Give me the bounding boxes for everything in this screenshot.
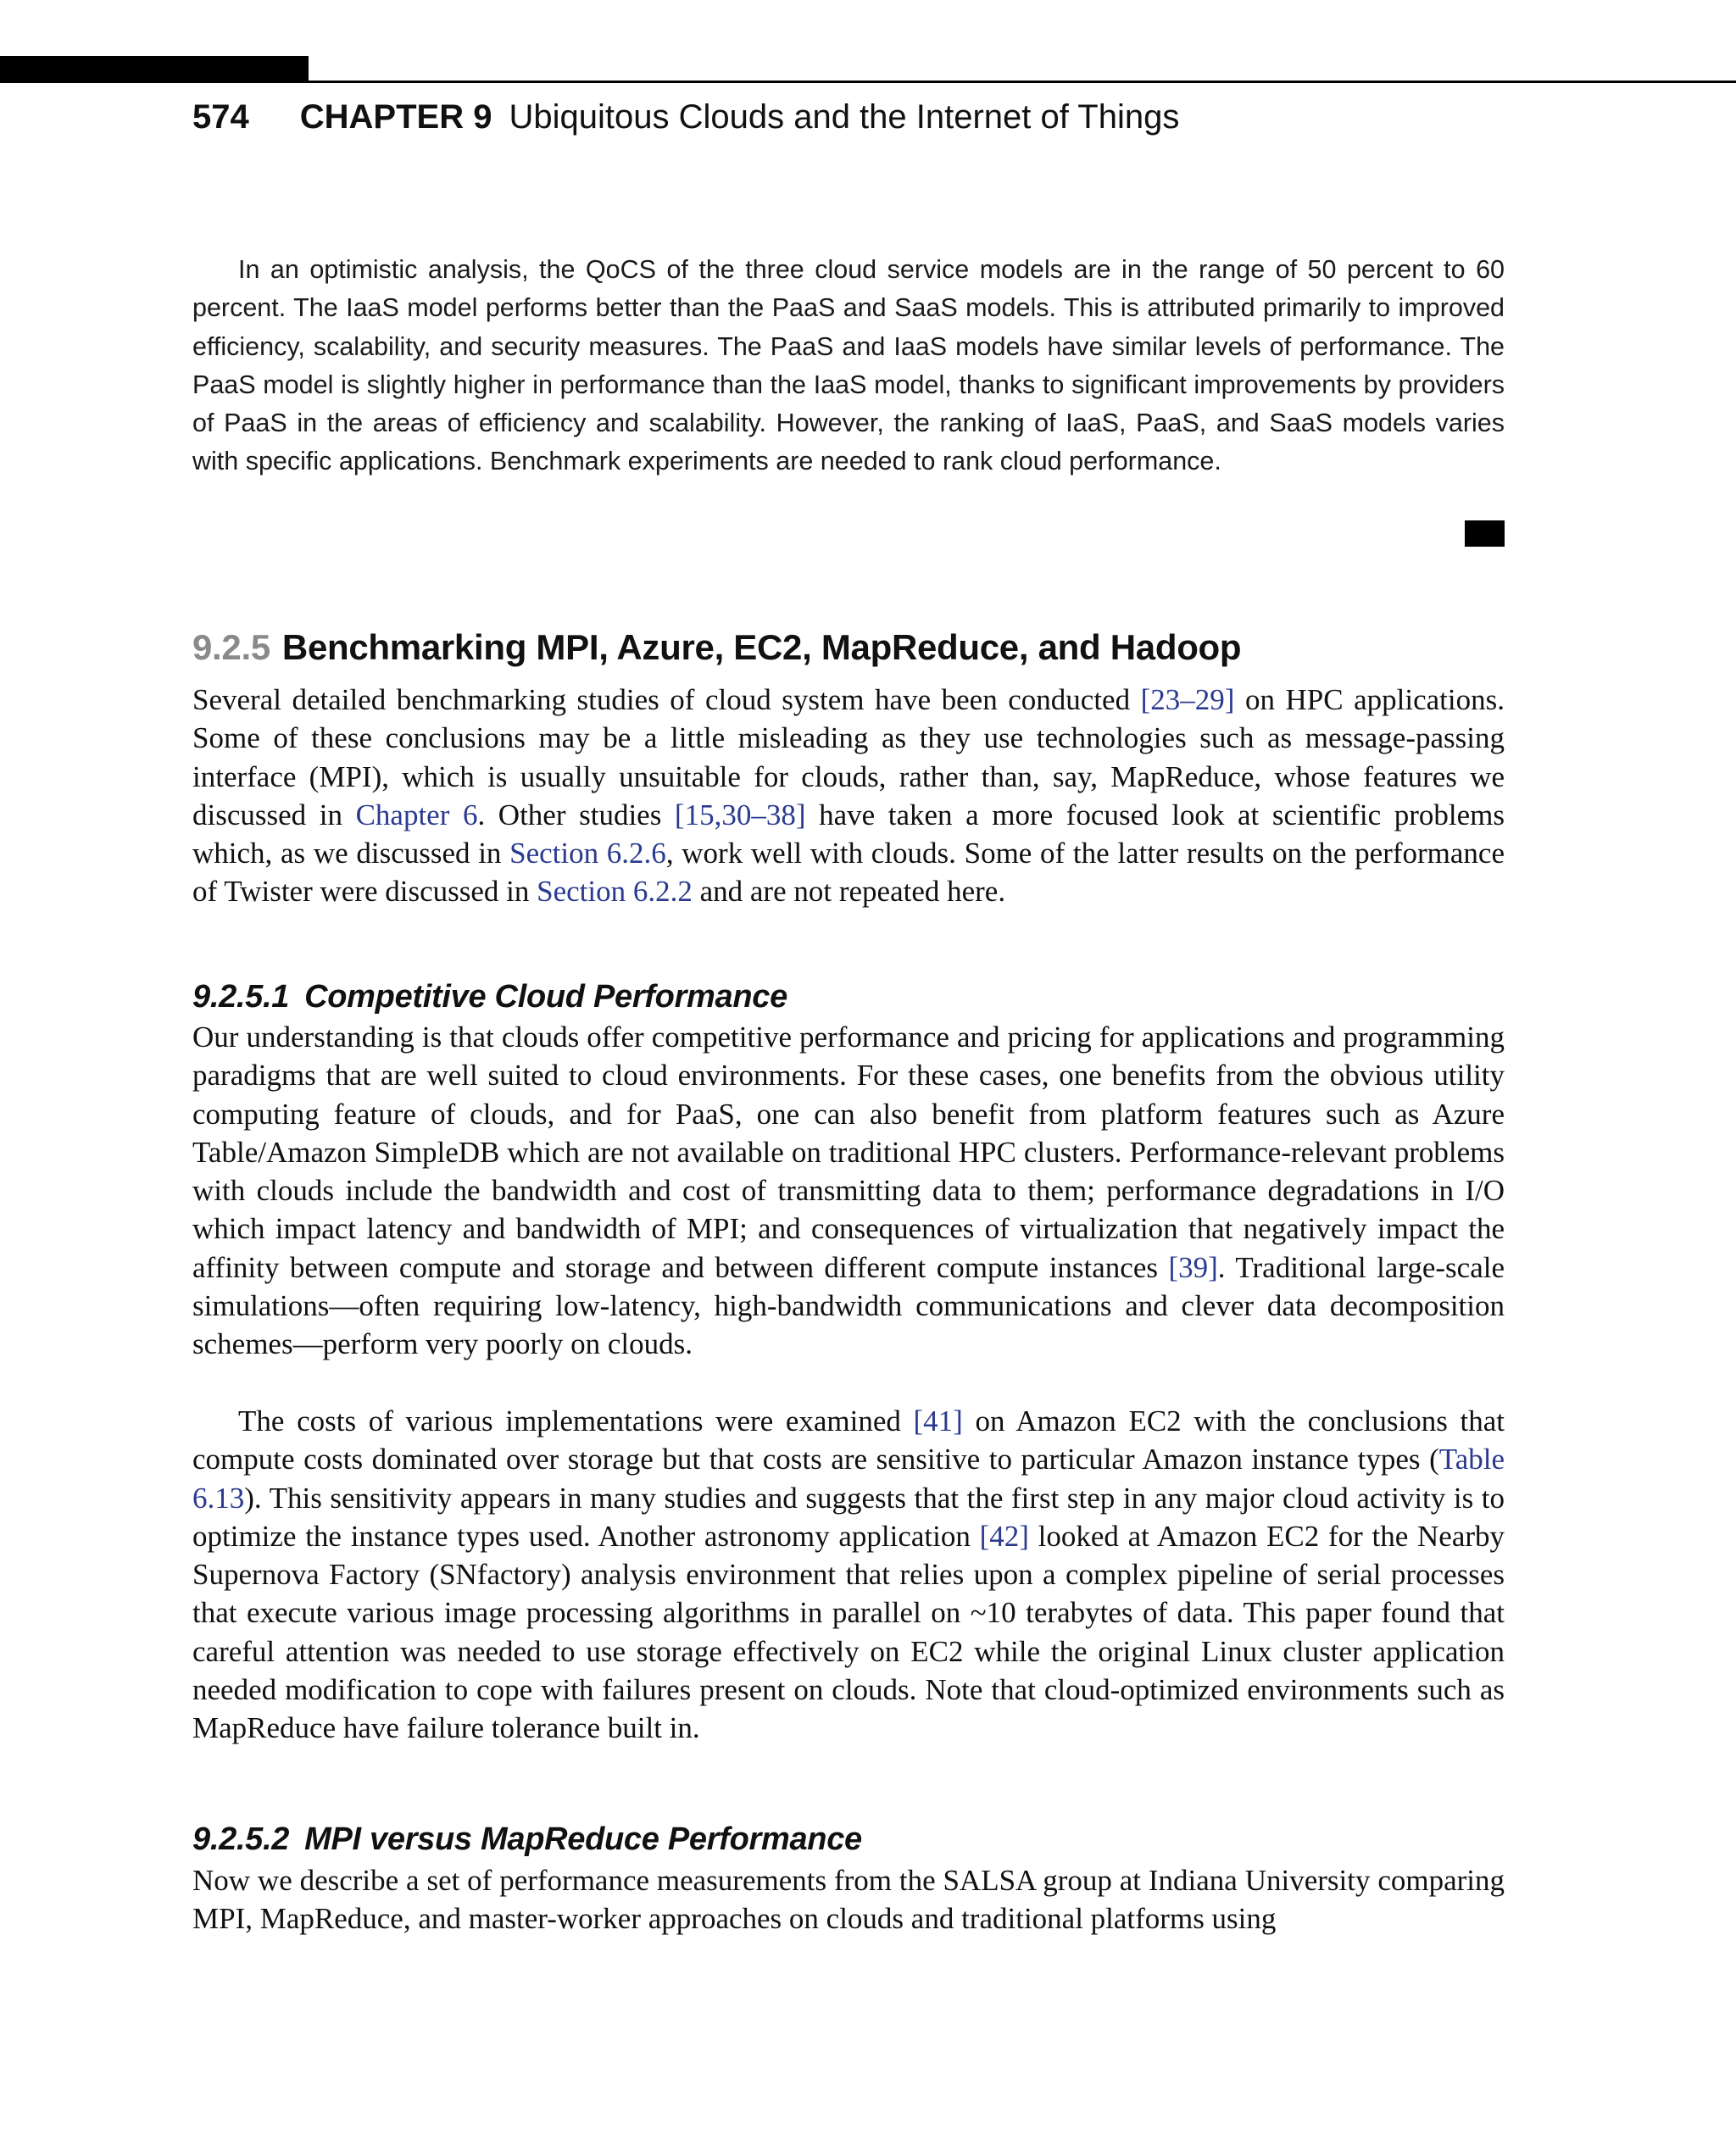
citation-link[interactable]: [42] <box>979 1519 1029 1553</box>
chapter-label: CHAPTER 9 <box>299 98 492 136</box>
subsection-number: 9.2.5.1 <box>192 979 290 1015</box>
subsection-heading-1 <box>192 976 787 1018</box>
subsection-number: 9.2.5.2 <box>192 1821 290 1857</box>
citation-link[interactable]: [15,30–38] <box>674 798 806 831</box>
page-number: 574 <box>192 98 249 136</box>
section-number: 9.2.5 <box>192 627 270 667</box>
section-heading <box>192 624 1241 671</box>
citation-link[interactable]: [23–29] <box>1140 683 1235 716</box>
subsection-1-paragraph-2: The costs of various implementations were examined [41] on Amazon EC2 with the conclusions that compute costs dominated over storage but that costs are sensitive to particular Amazon instance types (Table 6.13). This sensitivity appears in many studies and suggests that the first step in any major cloud activity is to optimize the instance types used. Another astronomy application [42] looked at Amazon EC2 for the Nearby Supernova Factory (SNfactory) analysis environment that relies upon a complex pipeline of serial processes that execute various image processing algorithms in parallel on ~10 terabytes of data. This paper found that careful attention was needed to use storage effectively on EC2 while the original Linux cluster application needed modification to cope with failures present on clouds. Note that cloud-optimized environments such as MapReduce have failure tolerance built in. <box>192 1404 1505 1745</box>
chapter-link[interactable]: Chapter 6 <box>355 798 478 831</box>
running-head <box>192 95 1179 139</box>
citation-link[interactable]: [41] <box>913 1404 963 1438</box>
subsection-title: MPI versus MapReduce Performance <box>304 1821 862 1857</box>
section-title: Benchmarking MPI, Azure, EC2, MapReduce, and Hadoop <box>281 627 1242 667</box>
qocs-paragraph: In an optimistic analysis, the QoCS of the three cloud service models are in the range of 50 percent to 60 percent. The IaaS model performs better than the PaaS and SaaS models. This is attributed primarily to improved efficiency, scalability, and security measures. The PaaS and IaaS models have similar levels of performance. The PaaS model is slightly higher in performance than the IaaS model, thanks to significant improvements by providers of PaaS in the areas of efficiency and scalability. However, the ranking of IaaS, PaaS, and SaaS models varies with specific applications. Benchmark experiments are needed to rank cloud performance. <box>192 255 1505 476</box>
chapter-title: Ubiquitous Clouds and the Internet of Things <box>509 98 1180 136</box>
box-end-mark <box>1465 520 1505 547</box>
subsection-2-paragraph-1: Now we describe a set of performance measurements from the SALSA group at Indiana University comparing MPI, MapReduce, and master-worker approaches on clouds and traditional platforms using <box>192 1864 1505 1936</box>
qocs-summary-box <box>192 251 1505 481</box>
table-link[interactable]: Table 6.13 <box>192 1443 1505 1515</box>
section-paragraph-1: Several detailed benchmarking studies of cloud system have been conducted [23–29] on HPC applications. Some of these conclusions may be a little misleading as they use technologies such as message-passing interface (MPI), which is usually unsuitable for clouds, rather than, say, MapReduce, whose features we discussed in Chapter 6. Other studies [15,30–38] have taken a more focused look at scientific problems which, as we discussed in Section 6.2.6, work well with clouds. Some of the latter results on the performance of Twister were discussed in Section 6.2.2 and are not repeated here. <box>192 683 1505 909</box>
section-link[interactable]: Section 6.2.2 <box>537 875 693 909</box>
citation-link[interactable]: [39] <box>1168 1250 1218 1284</box>
header-rule <box>309 81 1736 83</box>
subsection-heading-2 <box>192 1818 862 1860</box>
section-link[interactable]: Section 6.2.6 <box>509 837 666 870</box>
subsection-title: Competitive Cloud Performance <box>304 979 787 1015</box>
header-black-bar <box>0 56 309 83</box>
subsection-1-paragraph-1: Our understanding is that clouds offer competitive performance and pricing for applications and programming paradigms that are well suited to cloud environments. For these cases, one benefits from the obvious utility computing feature of clouds, and for PaaS, one can also benefit from platform features such as Azure Table/Amazon SimpleDB which are not available on traditional HPC clusters. Performance-relevant problems with clouds include the bandwidth and cost of transmitting data to them; performance degradations in I/O which impact latency and bandwidth of MPI; and consequences of virtualization that negatively impact the affinity between compute and storage and between different compute instances [39]. Traditional large-scale simulations—often requiring low-latency, high-bandwidth communications and clever data decomposition schemes—perform very poorly on clouds. <box>192 1020 1505 1361</box>
